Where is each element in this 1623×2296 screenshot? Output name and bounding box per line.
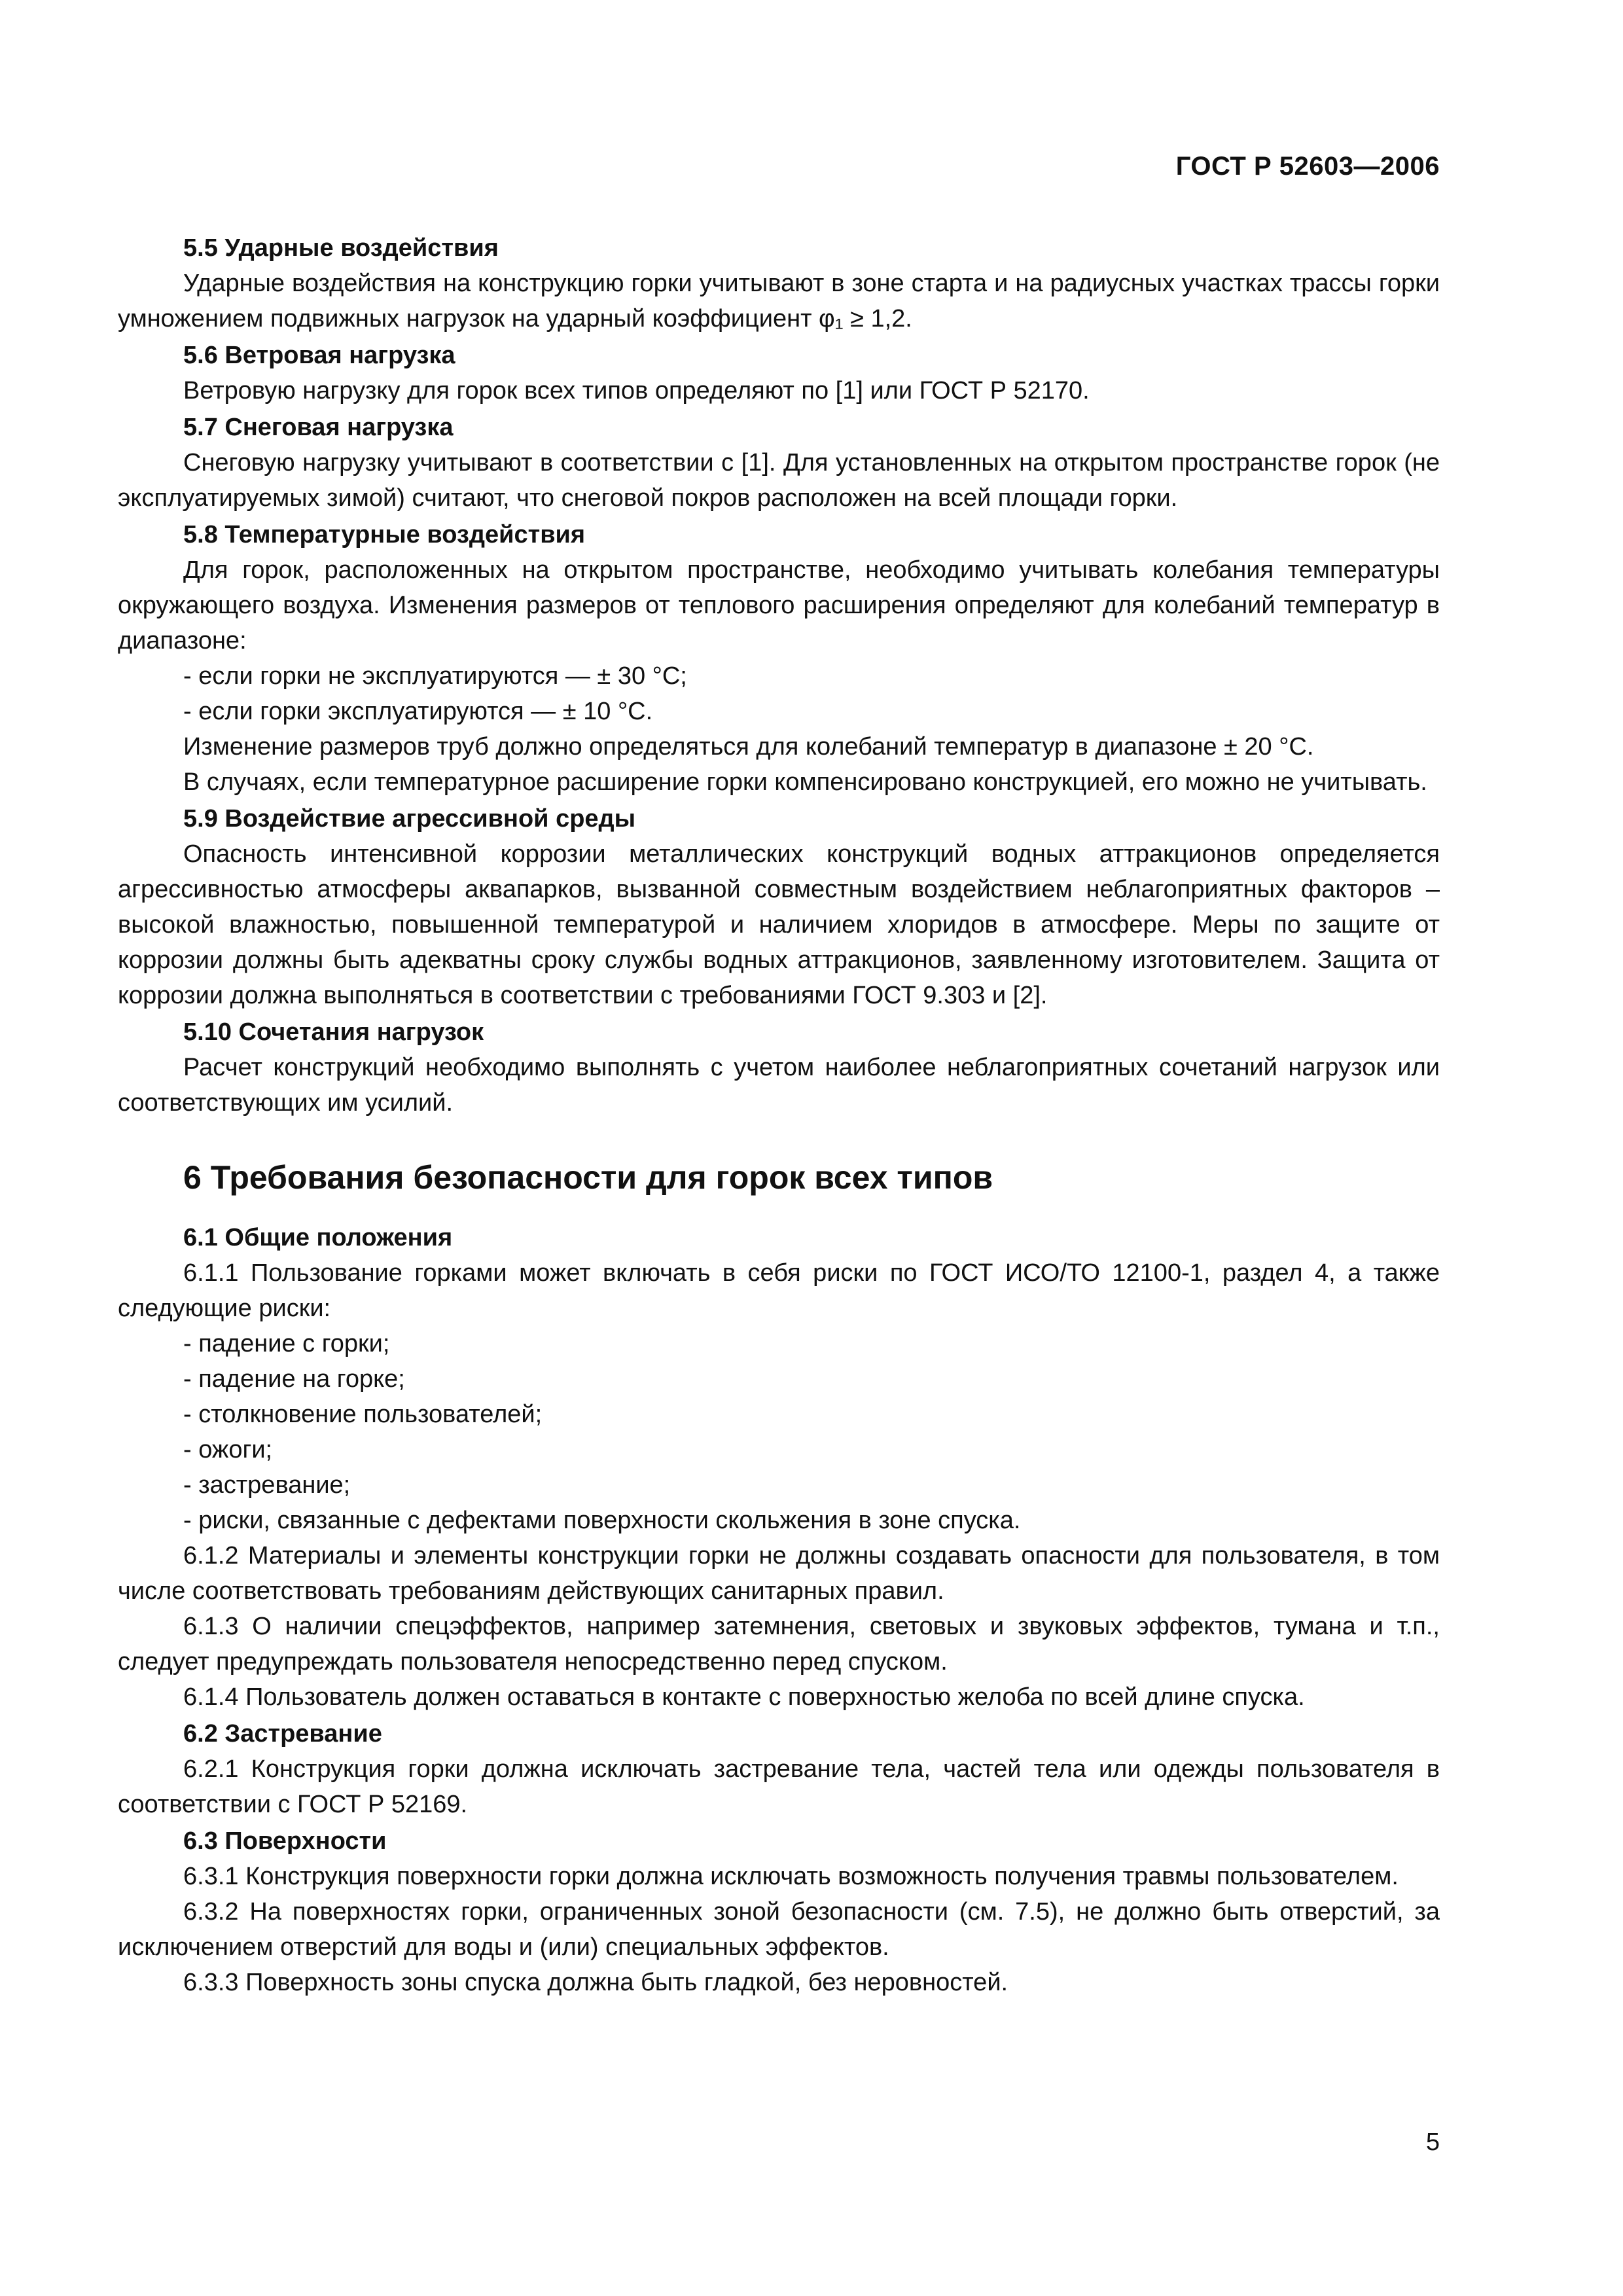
section-5-10-title: 5.10 Сочетания нагрузок (183, 1018, 484, 1046)
document-id-header: ГОСТ Р 52603—2006 (1175, 152, 1440, 181)
section-5-7-paragraph: Снеговую нагрузку учитывают в соответствии с [1]. Для установленных на открытом пространстве горок (не эксплуатируемых зимой) считают, что снеговой покров расположен на всей площади горки. (118, 449, 1440, 512)
section-5-8-list-item-1: - если горки не эксплуатируются — ± 30 °С; (183, 662, 687, 690)
section-5-8-paragraph-3: В случаях, если температурное расширение горки компенсировано конструкцией, его можно не учитывать. (183, 768, 1427, 796)
section-5-6-paragraph: Ветровую нагрузку для горок всех типов определяют по [1] или ГОСТ Р 52170. (183, 377, 1090, 404)
section-6-1-title: 6.1 Общие положения (183, 1224, 453, 1251)
section-6-1-1-list-item-2: - падение на горке; (183, 1365, 405, 1393)
section-6-1-1-list-item-3: - столкновение пользователей; (183, 1401, 543, 1428)
section-6-title: 6 Требования безопасности для горок всех типов (183, 1159, 993, 1196)
section-6-3-1-paragraph: 6.3.1 Конструкция поверхности горки должна исключать возможность получения травмы пользователем. (183, 1863, 1399, 1890)
section-5-5-paragraph: Ударные воздействия на конструкцию горки учитывают в зоне старта и на радиусных участках трассы горки умножением подвижных нагрузок на ударный коэффициент φ₁ ≥ 1,2. (118, 270, 1440, 332)
section-6-3-3-paragraph: 6.3.3 Поверхность зоны спуска должна быть гладкой, без неровностей. (183, 1969, 1008, 1996)
section-6-2-title: 6.2 Застревание (183, 1720, 382, 1748)
document-body (118, 230, 1440, 2000)
section-5-8-list-item-2: - если горки эксплуатируются — ± 10 °С. (183, 698, 653, 725)
section-5-8-title: 5.8 Температурные воздействия (183, 521, 586, 548)
section-6-1-1-list-item-1: - падение с горки; (183, 1330, 390, 1357)
section-6-1-1-list-item-4: - ожоги; (183, 1436, 273, 1463)
section-5-9-paragraph: Опасность интенсивной коррозии металлических конструкций водных аттракционов определяется агрессивностью атмосферы аквапарков, вызванной совместным воздействием неблагоприятных факторов – высокой влажностью, повышенной температурой и наличием хлоридов в атмосфере. Меры по защите от коррозии должны быть адекватны сроку службы водных аттракционов, заявленному изготовителем. Защита от коррозии должна выполняться в соответствии с требованиями ГОСТ 9.303 и [2]. (118, 840, 1440, 1009)
section-5-6-title: 5.6 Ветровая нагрузка (183, 342, 455, 369)
section-6-2-1-paragraph: 6.2.1 Конструкция горки должна исключать застревание тела, частей тела или одежды пользователя в соответствии с ГОСТ Р 52169. (118, 1755, 1440, 1818)
section-6-1-3-paragraph: 6.1.3 О наличии спецэффектов, например затемнения, световых и звуковых эффектов, тумана и т.п., следует предупреждать пользователя непосредственно перед спуском. (118, 1613, 1440, 1676)
section-5-9-title: 5.9 Воздействие агрессивной среды (183, 805, 636, 833)
section-6-1-2-paragraph: 6.1.2 Материалы и элементы конструкции горки не должны создавать опасности для пользователя, в том числе соответствовать требованиям действующих санитарных правил. (118, 1542, 1440, 1605)
section-5-8-paragraph-1: Для горок, расположенных на открытом пространстве, необходимо учитывать колебания температуры окружающего воздуха. Изменения размеров от теплового расширения определяют для колебаний температур в диапазоне: (118, 556, 1440, 655)
page-number: 5 (1425, 2128, 1440, 2156)
section-5-5-title: 5.5 Ударные воздействия (183, 234, 499, 262)
section-5-10-paragraph: Расчет конструкций необходимо выполнять с учетом наиболее неблагоприятных сочетаний нагрузок или соответствующих им усилий. (118, 1054, 1440, 1117)
section-5-7-title: 5.7 Снеговая нагрузка (183, 414, 454, 441)
section-5-8-paragraph-2: Изменение размеров труб должно определяться для колебаний температур в диапазоне ± 20 °С. (183, 733, 1314, 761)
section-6-1-1-list-item-6: - риски, связанные с дефектами поверхности скольжения в зоне спуска. (183, 1507, 1021, 1534)
section-6-1-4-paragraph: 6.1.4 Пользователь должен оставаться в контакте с поверхностью желоба по всей длине спуска. (183, 1683, 1305, 1711)
section-6-1-1-paragraph: 6.1.1 Пользование горками может включать в себя риски по ГОСТ ИСО/ТО 12100-1, раздел 4, а также следующие риски: (118, 1259, 1440, 1322)
section-6-3-2-paragraph: 6.3.2 На поверхностях горки, ограниченных зоной безопасности (см. 7.5), не должно быть отверстий, за исключением отверстий для воды и (или) специальных эффектов. (118, 1898, 1440, 1961)
section-6-3-title: 6.3 Поверхности (183, 1827, 387, 1855)
section-6-1-1-list-item-5: - застревание; (183, 1471, 351, 1499)
document-page (118, 0, 1440, 2296)
